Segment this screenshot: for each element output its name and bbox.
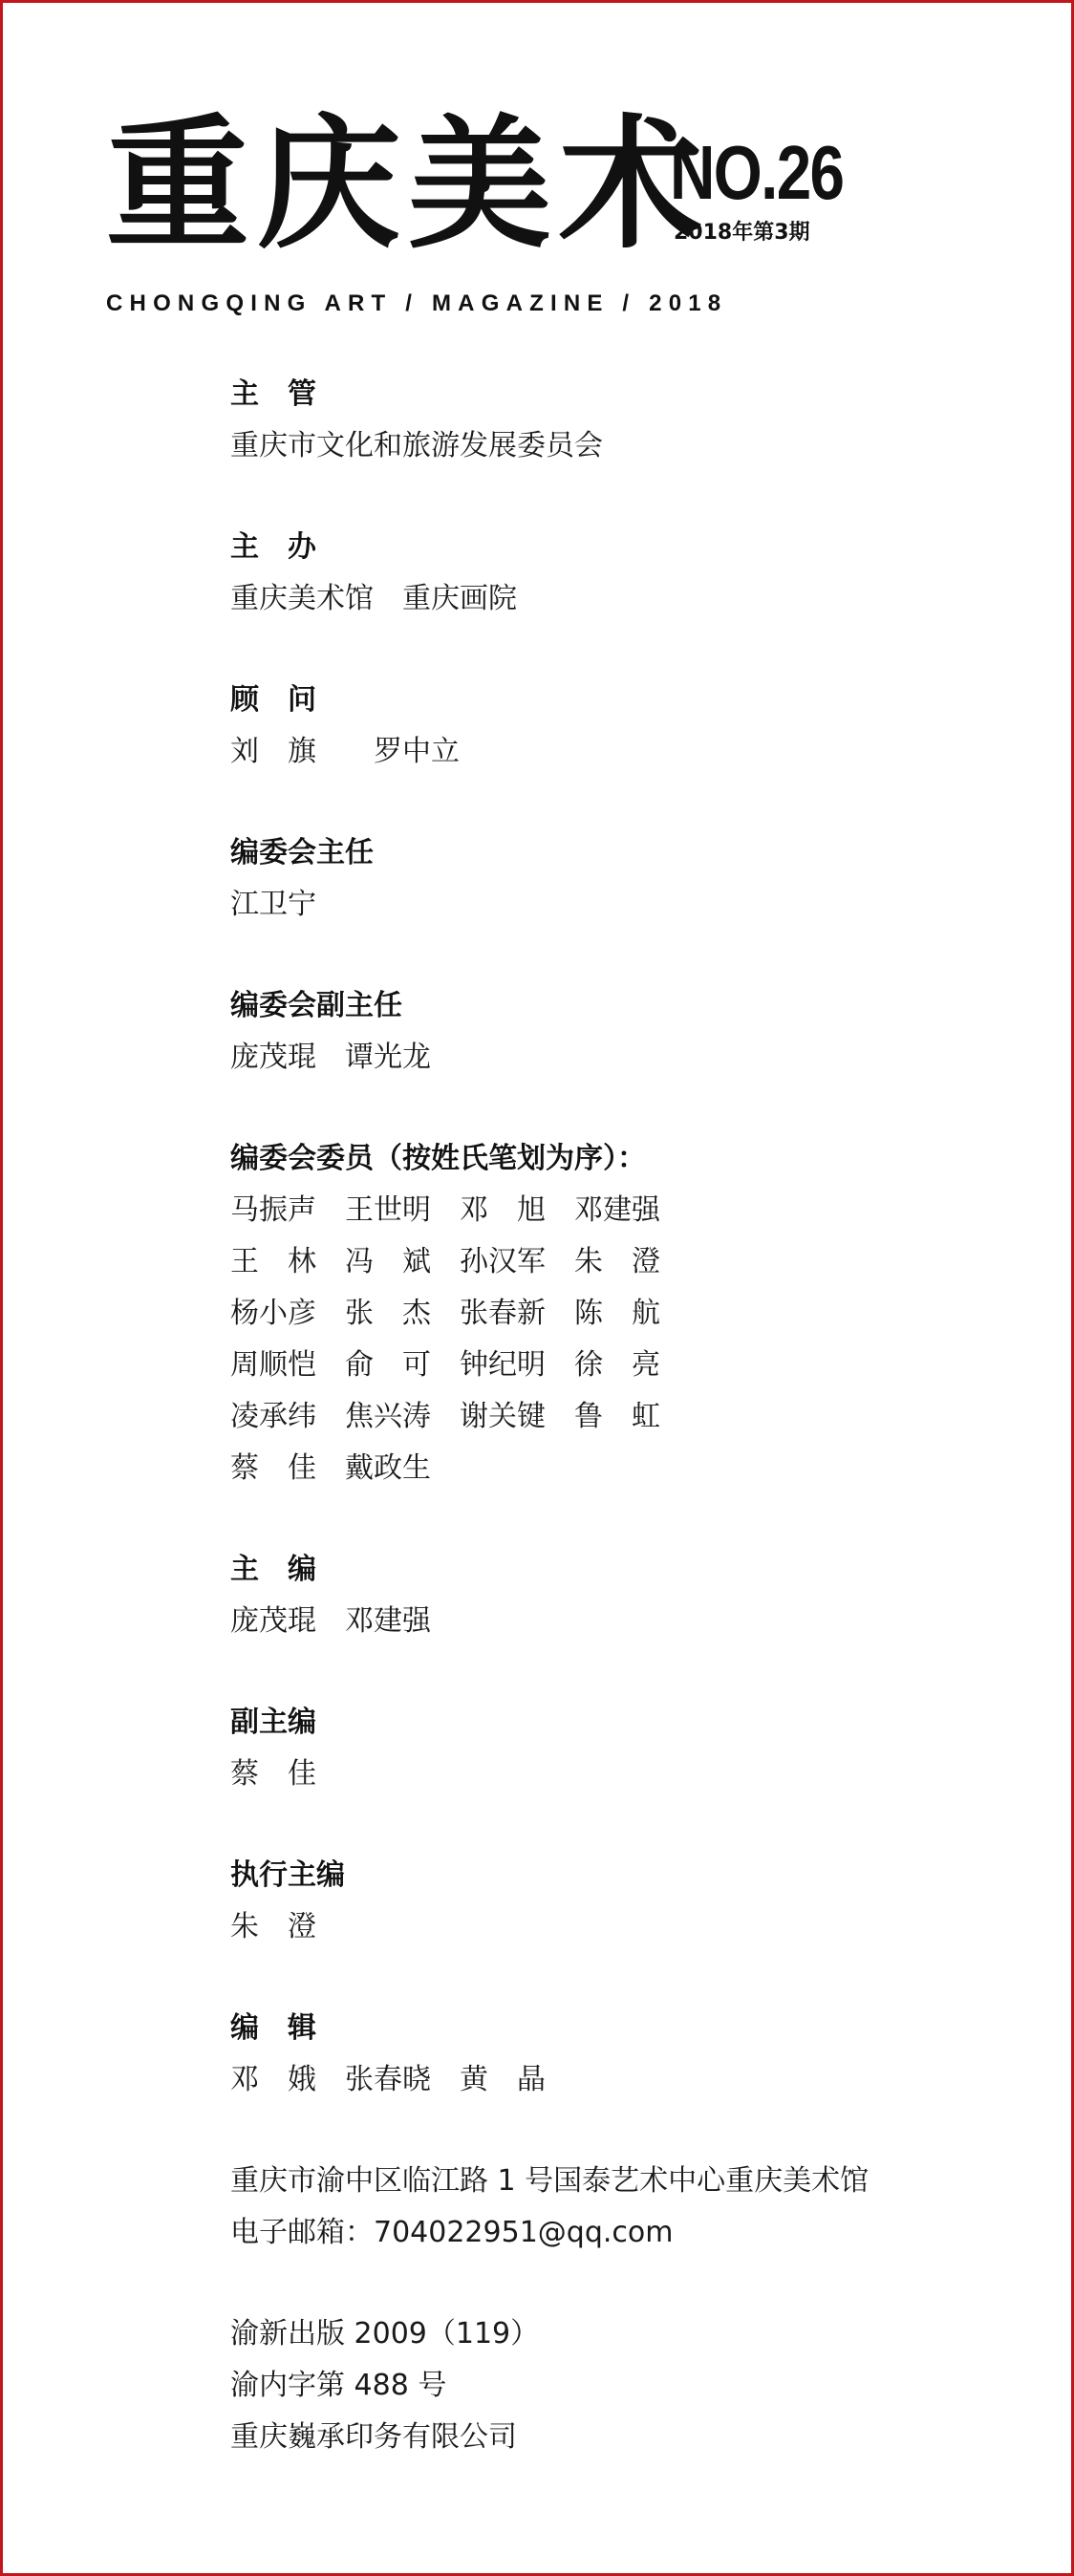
section-label: 编委会主任 [230, 836, 374, 869]
section-line: 庞茂琨 邓建强 [230, 1604, 431, 1638]
member-line: 周顺恺 俞 可 钟纪明 徐 亮 [230, 1348, 660, 1382]
section-line: 邓 娥 张春晓 黄 晶 [230, 2063, 546, 2096]
magazine-tagline: CHONGQING ART / MAGAZINE / 2018 [106, 290, 728, 316]
section-committee-director [230, 827, 1014, 931]
contact-info [230, 2156, 1014, 2259]
section-editors [230, 2003, 1014, 2106]
section-line: 蔡 佳 [230, 1757, 316, 1791]
section-executive-editor [230, 1850, 1014, 1953]
section-committee-members [230, 1133, 1014, 1494]
staff-list [230, 369, 1014, 2513]
member-line: 王 林 冯 斌 孙汉军 朱 澄 [230, 1245, 660, 1278]
internal-number: 渝内字第 488 号 [230, 2369, 447, 2402]
section-sponsor [230, 522, 1014, 625]
section-label: 主 编 [230, 1553, 316, 1586]
section-line: 庞茂琨 谭光龙 [230, 1041, 431, 1074]
section-advisors [230, 675, 1014, 778]
section-line: 江卫宁 [230, 888, 316, 921]
issue-date: 2018年第3期 [674, 221, 810, 245]
section-line: 重庆市文化和旅游发展委员会 [230, 429, 603, 462]
section-label: 编委会副主任 [230, 989, 402, 1022]
section-label: 编委会委员（按姓氏笔划为序）： [230, 1142, 646, 1175]
section-label: 主 管 [230, 377, 316, 411]
section-deputy-editor [230, 1697, 1014, 1800]
email: 电子邮箱：704022951@qq.com [230, 2216, 674, 2249]
section-supervisor [230, 369, 1014, 472]
section-line: 重庆美术馆 重庆画院 [230, 582, 517, 615]
member-line: 蔡 佳 戴政生 [230, 1451, 431, 1485]
section-line: 刘 旗 罗中立 [230, 735, 460, 768]
issue-number: NO.26 [670, 130, 844, 215]
section-label: 主 办 [230, 530, 316, 564]
section-label: 副主编 [230, 1706, 316, 1739]
section-editors-in-chief [230, 1544, 1014, 1647]
masthead [106, 100, 844, 270]
member-line: 杨小彦 张 杰 张春新 陈 航 [230, 1297, 660, 1330]
address: 重庆市渝中区临江路 1 号国泰艺术中心重庆美术馆 [230, 2164, 870, 2198]
member-line: 凌承纬 焦兴涛 谢关键 鲁 虹 [230, 1400, 660, 1433]
member-line: 马振声 王世明 邓 旭 邓建强 [230, 1193, 660, 1227]
printer-name: 重庆巍承印务有限公司 [230, 2420, 517, 2454]
magazine-logo: 重庆美术 [106, 100, 711, 268]
publication-info [230, 2308, 1014, 2463]
publication-license: 渝新出版 2009（119） [230, 2317, 540, 2351]
section-label: 执行主编 [230, 1858, 345, 1892]
section-committee-deputy-directors [230, 980, 1014, 1084]
section-line: 朱 澄 [230, 1910, 316, 1943]
section-label: 编 辑 [230, 2011, 316, 2045]
section-label: 顾 问 [230, 683, 316, 717]
